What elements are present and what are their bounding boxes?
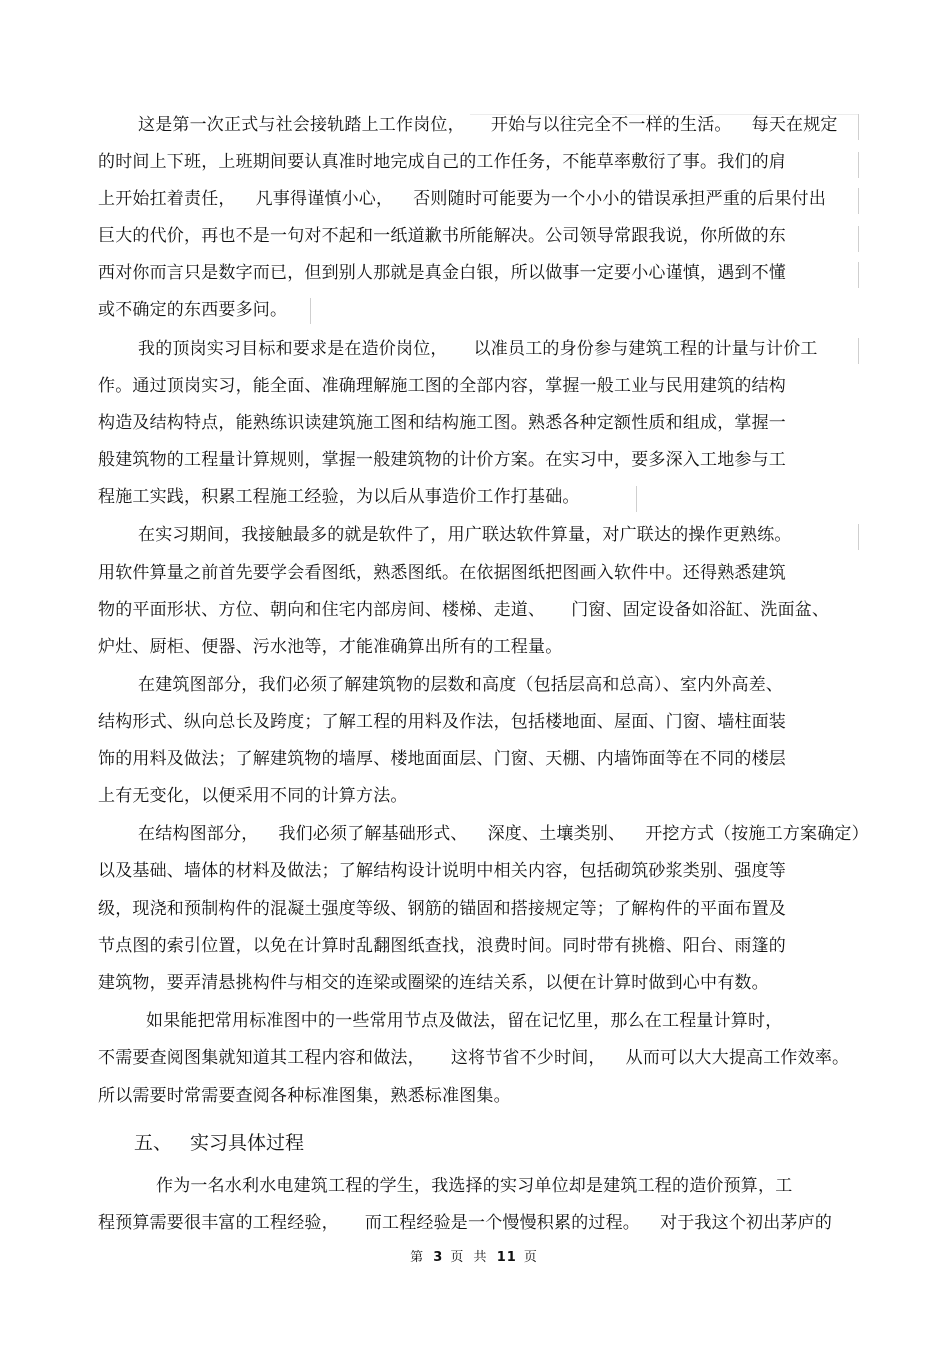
text-line: 所以需要时常需要查阅各种标准图集，熟悉标准图集。 <box>98 1086 511 1106</box>
scan-artifact <box>636 486 637 512</box>
text-line: 般建筑物的工程量计算规则，掌握一般建筑物的计价方案。在实习中，要多深入工地参与工 <box>98 450 786 470</box>
text-line: 作为一名水利水电建筑工程的学生，我选择的实习单位却是建筑工程的造价预算，工 <box>156 1176 793 1196</box>
section-number: 五、 <box>134 1132 173 1154</box>
text-line: 节点图的索引位置，以免在计算时乱翻图纸查找，浪费时间。同时带有挑檐、阳台、雨篷的 <box>98 936 787 956</box>
section-heading <box>134 1126 304 1160</box>
total-page-count: 11 <box>496 1250 517 1265</box>
text-line: 上开始扛着责任， 凡事得谨慎小心， 否则随时可能要为一个小小的错误承担严重的后果付出 <box>98 189 827 209</box>
text-line: 这是第一次正式与社会接轨踏上工作岗位， 开始与以往完全不一样的生活。 每天在规定 <box>138 115 838 135</box>
text-line: 炉灶、厨柜、便器、污水池等，才能准确算出所有的工程量。 <box>98 637 563 657</box>
text-line: 不需要查阅图集就知道其工程内容和做法， 这将节省不少时间， 从而可以大大提高工作效率。 <box>98 1048 850 1068</box>
text-line: 巨大的代价，再也不是一句对不起和一纸道歉书所能解决。公司领导常跟我说，你所做的东 <box>98 226 786 246</box>
scan-artifact <box>858 262 859 288</box>
current-page-number: 3 <box>433 1250 444 1265</box>
text-line: 以及基础、墙体的材料及做法；了解结构设计说明中相关内容，包括砌筑砂浆类别、强度等 <box>98 861 786 881</box>
text-line: 我的顶岗实习目标和要求是在造价岗位， 以准员工的身份参与建筑工程的计量与计价工 <box>138 339 818 359</box>
scan-artifact <box>858 524 859 550</box>
text-line: 在建筑图部分，我们必须了解建筑物的层数和高度（包括层高和总高）、室内外高差、 <box>138 675 784 695</box>
text-line: 用软件算量之前首先要学会看图纸，熟悉图纸。在依据图纸把图画入软件中。还得熟悉建筑 <box>98 563 786 583</box>
text-line: 程施工实践，积累工程施工经验，为以后从事造价工作打基础。 <box>98 487 580 507</box>
text-line: 结构形式、纵向总长及跨度；了解工程的用料及作法，包括楼地面、屋面、门窗、墙柱面装 <box>98 712 786 732</box>
text-line: 饰的用料及做法；了解建筑物的墙厚、楼地面面层、门窗、天棚、内墙饰面等在不同的楼层 <box>98 749 786 769</box>
scan-artifact <box>858 152 859 178</box>
text-line: 或不确定的东西要多问。 <box>98 300 288 320</box>
scan-artifact <box>310 298 311 324</box>
page-footer: 第 3 页 共 11 页 <box>410 1250 540 1265</box>
text-line: 级，现浇和预制构件的混凝土强度等级、钢筋的锚固和搭接规定等；了解构件的平面布置及 <box>98 899 786 919</box>
scan-artifact <box>858 226 859 252</box>
section-title: 实习具体过程 <box>190 1132 305 1154</box>
text-line: 构造及结构特点，能熟练识读建筑施工图和结构施工图。熟悉各种定额性质和组成，掌握一 <box>98 413 786 433</box>
text-line: 的时间上下班，上班期间要认真准时地完成自己的工作任务，不能草率敷衍了事。我们的肩 <box>98 152 786 172</box>
scan-artifact <box>858 188 859 214</box>
text-line: 作。通过顶岗实习，能全面、准确理解施工图的全部内容，掌握一般工业与民用建筑的结构 <box>98 376 786 396</box>
text-line: 上有无变化，以便采用不同的计算方法。 <box>98 786 408 806</box>
scan-artifact <box>858 114 859 140</box>
text-line: 程预算需要很丰富的工程经验， 而工程经验是一个慢慢积累的过程。 对于我这个初出茅庐的 <box>98 1213 833 1233</box>
text-line: 西对你而言只是数字而已，但到别人那就是真金白银，所以做事一定要小心谨慎，遇到不懂 <box>98 263 786 283</box>
text-line: 如果能把常用标准图中的一些常用节点及做法，留在记忆里，那么在工程量计算时， <box>146 1011 783 1031</box>
text-line: 物的平面形状、方位、朝向和住宅内部房间、楼梯、走道、 门窗、固定设备如浴缸、洗面盆、 <box>98 600 830 620</box>
text-line: 在结构图部分， 我们必须了解基础形式、 深度、土壤类别、 开挖方式（按施工方案确定） <box>138 824 869 844</box>
scan-artifact <box>858 338 859 364</box>
text-line: 建筑物，要弄清悬挑构件与相交的连梁或圈梁的连结关系，以便在计算时做到心中有数。 <box>98 973 769 993</box>
text-line: 在实习期间，我接触最多的就是软件了，用广联达软件算量，对广联达的操作更熟练。 <box>138 525 792 545</box>
